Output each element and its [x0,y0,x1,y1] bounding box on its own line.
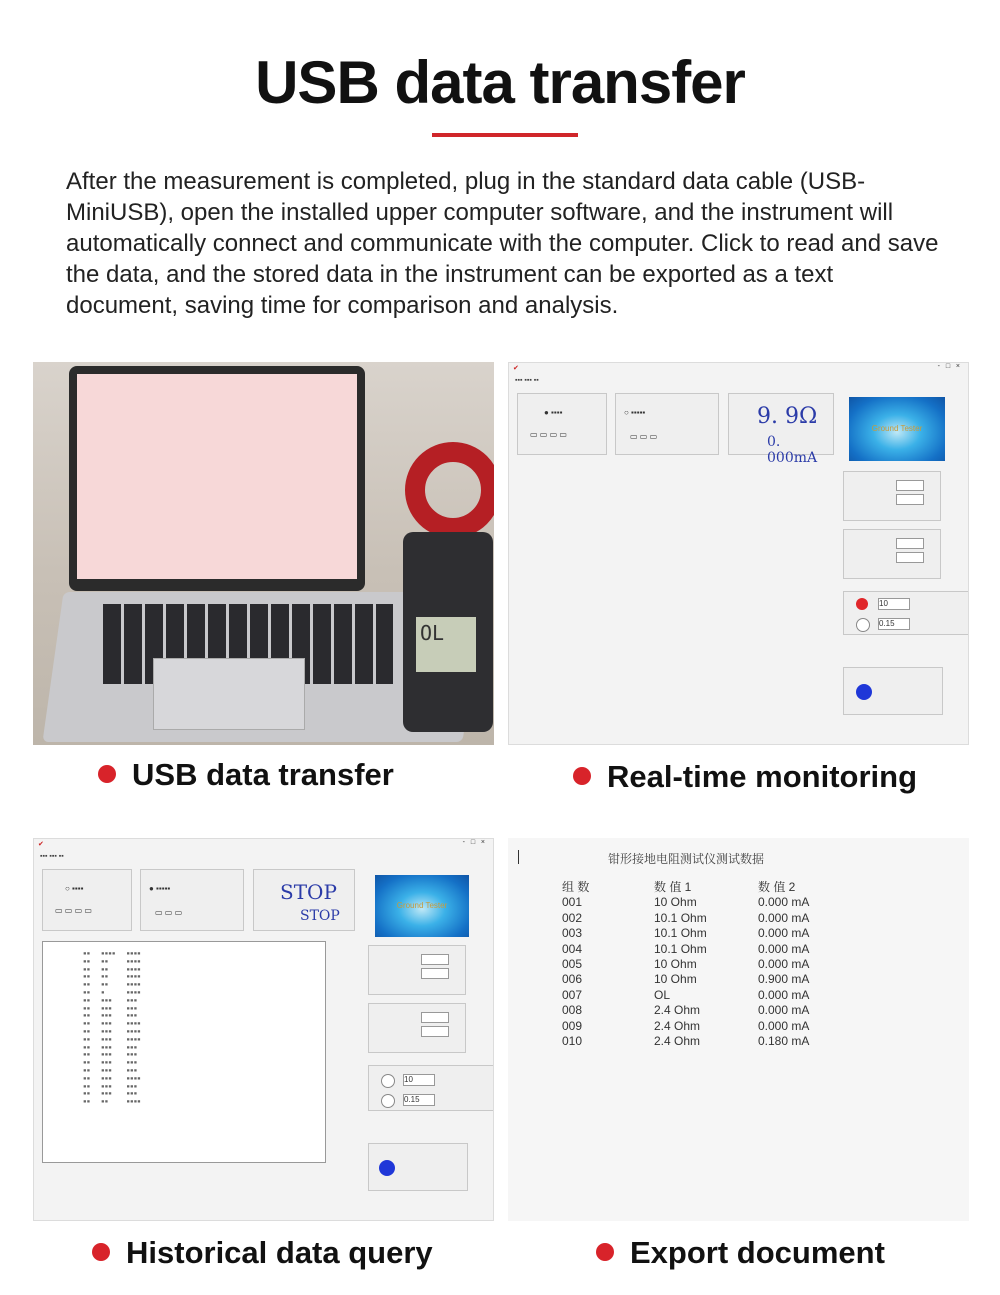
readout-group [253,869,355,931]
menu-bar: ▪▪▪ ▪▪▪ ▪▪ [515,377,539,384]
alarm-group [843,591,969,635]
row-id: 002 [562,910,583,925]
value-1: 10.1 Ohm [654,941,707,956]
caption-usb: USB data transfer [98,757,394,793]
row-id: 008 [562,1003,583,1018]
intro-paragraph: After the measurement is completed, plug in the standard data cable (USB-MiniUSB), open the installed upper computer software, and the instrument will automatically connect and communicate with the computer. Click to read and save the data, and the stored data in the instrument can be exported as a text document, saving time for comparison and analysis. [66,168,939,319]
caption-export: Export document [596,1235,885,1271]
value-1: 10 Ohm [654,957,697,972]
value-2: 0.900 mA [758,972,810,987]
column-header: 组 数 [562,880,590,894]
minimize-button[interactable]: - [462,839,465,846]
ground-tester-banner: Ground Tester [849,397,945,461]
range-field[interactable] [421,1012,449,1023]
status-led-icon [856,684,872,700]
current-range-group [368,1003,466,1053]
laptop-touchpad [153,658,305,730]
range-field[interactable] [896,552,924,563]
range-field[interactable] [421,968,449,979]
table-header-row [562,880,809,895]
row-id: 003 [562,926,583,941]
history-radio[interactable]: ○ ▪▪▪▪▪ [624,408,646,417]
range-field[interactable] [896,538,924,549]
connection-status-group [368,1143,468,1191]
window-titlebar: ✔ - □ × [38,839,485,848]
page-title: USB data transfer [255,49,745,116]
row-id: 007 [562,987,583,1002]
table-row [562,926,809,941]
resistance-range-group [843,471,941,521]
alarm-current-input[interactable]: 0.15 [878,618,910,630]
row-id: 001 [562,895,583,910]
range-field[interactable] [896,480,924,491]
alarm-led-off-icon [381,1074,395,1088]
menu-bar: ▪▪▪ ▪▪▪ ▪▪ [40,853,64,860]
row-id: 004 [562,941,583,956]
history-buttons[interactable]: ▭ ▭ ▭ [630,432,658,441]
value-2: 0.000 mA [758,941,810,956]
minimize-button[interactable]: - [937,363,940,370]
table-row [562,895,809,910]
alarm-current-input[interactable]: 0.15 [403,1094,435,1106]
maximize-button[interactable]: □ [945,363,951,370]
history-mode-group [615,393,719,455]
bullet-icon [573,767,591,785]
row-id: 005 [562,957,583,972]
row-id: 010 [562,1034,583,1049]
current-readout: 0. 000mA [767,434,818,466]
stop-readout-sub: STOP [300,908,340,924]
maximize-button[interactable]: □ [470,839,476,846]
table-row [562,942,809,957]
caption-realtime: Real-time monitoring [573,759,917,795]
table-row [562,972,809,987]
value-1: OL [654,987,671,1002]
value-2: 0.000 mA [758,910,810,925]
value-1: 2.4 Ohm [654,1003,701,1018]
range-field[interactable] [421,954,449,965]
alarm-led-icon [856,598,868,610]
export-data-table [562,880,809,1049]
value-1: 10.1 Ohm [654,910,707,925]
close-button[interactable]: × [480,839,485,846]
meter-display: OL [416,617,476,672]
readout-group [728,393,834,466]
history-data-list[interactable]: ▪▪ ▪▪▪▪ ▪▪▪▪ ▪▪ ▪▪ ▪▪▪▪ ▪▪ ▪▪ ▪▪▪▪ ▪▪ ▪▪ ▪▪▪▪ ▪▪ ▪▪ ▪▪▪▪ ▪▪ ▪ ▪▪▪▪ ▪▪ ▪▪▪ ▪▪▪ ▪▪ ▪▪▪ ▪▪▪ ▪▪ ▪▪▪ ▪▪▪ ▪▪ ▪▪▪ ▪▪▪▪ ▪▪ ▪▪▪ ▪▪▪▪ ▪▪ ▪▪▪ ▪▪▪▪ ▪▪ ▪▪▪ ▪▪▪ ▪▪ ▪▪▪ ▪▪▪ ▪▪ ▪▪▪ ▪▪▪ ▪▪ ▪▪▪ ▪▪▪ ▪▪ ▪▪▪ ▪▪▪▪ ▪▪ ▪▪▪ ▪▪▪ ▪▪ ▪▪▪ ▪▪▪ ▪▪ ▪▪ ▪▪▪▪ [42,941,326,1163]
row-id: 006 [562,972,583,987]
bullet-icon [98,765,116,783]
caption-history: Historical data query [92,1235,433,1271]
value-2: 0.000 mA [758,987,810,1002]
alarm-resistance-input[interactable]: 10 [878,598,910,610]
history-radio[interactable]: ● ▪▪▪▪▪ [149,884,171,893]
current-range-group [843,529,941,579]
value-2: 0.000 mA [758,1018,810,1033]
realtime-radio[interactable]: ● ▪▪▪▪ [544,408,563,417]
usb-photo [33,362,494,745]
realtime-window [508,362,969,745]
realtime-radio[interactable]: ○ ▪▪▪▪ [65,884,84,893]
alarm-group [368,1065,494,1111]
value-2: 0.000 mA [758,957,810,972]
ground-tester-banner: Ground Tester [375,875,469,937]
column-header: 数 值 1 [654,880,692,894]
window-titlebar: ✔ - □ × [513,363,960,372]
alarm-led-off-icon [381,1094,395,1108]
doc-title: 钳形接地电阻测试仪测试数据 [608,852,765,866]
bullet-icon [92,1243,110,1261]
playback-buttons[interactable]: ▭ ▭ ▭ ▭ [530,430,567,439]
value-1: 10 Ohm [654,972,697,987]
table-row [562,1019,809,1034]
row-id: 009 [562,1018,583,1033]
realtime-mode-group [42,869,132,931]
table-row [562,957,809,972]
clamp-jaw [405,442,494,538]
table-row [562,1034,809,1049]
value-2: 0.000 mA [758,926,810,941]
range-field[interactable] [896,494,924,505]
title-underline [432,133,578,137]
connection-status-group [843,667,943,715]
value-2: 0.180 mA [758,1034,810,1049]
history-mode-group [140,869,244,931]
status-led-icon [379,1160,395,1176]
value-1: 10 Ohm [654,895,697,910]
alarm-resistance-input[interactable]: 10 [403,1074,435,1086]
export-document [508,838,969,1221]
laptop-display [77,374,357,579]
table-row [562,1003,809,1018]
table-row [562,988,809,1003]
text-cursor [518,850,519,864]
value-1: 2.4 Ohm [654,1034,701,1049]
history-window [33,838,494,1221]
alarm-led-off-icon [856,618,870,632]
value-2: 0.000 mA [758,1003,810,1018]
stop-readout: STOP [280,880,337,904]
realtime-mode-group [517,393,607,455]
close-button[interactable]: × [955,363,960,370]
bullet-icon [596,1243,614,1261]
playback-buttons[interactable]: ▭ ▭ ▭ ▭ [55,906,92,915]
history-buttons[interactable]: ▭ ▭ ▭ [155,908,183,917]
resistance-readout: 9. 9Ω [757,404,818,429]
column-header: 数 值 2 [758,880,796,894]
range-field[interactable] [421,1026,449,1037]
value-1: 2.4 Ohm [654,1018,701,1033]
resistance-range-group [368,945,466,995]
table-row [562,911,809,926]
value-1: 10.1 Ohm [654,926,707,941]
value-2: 0.000 mA [758,895,810,910]
